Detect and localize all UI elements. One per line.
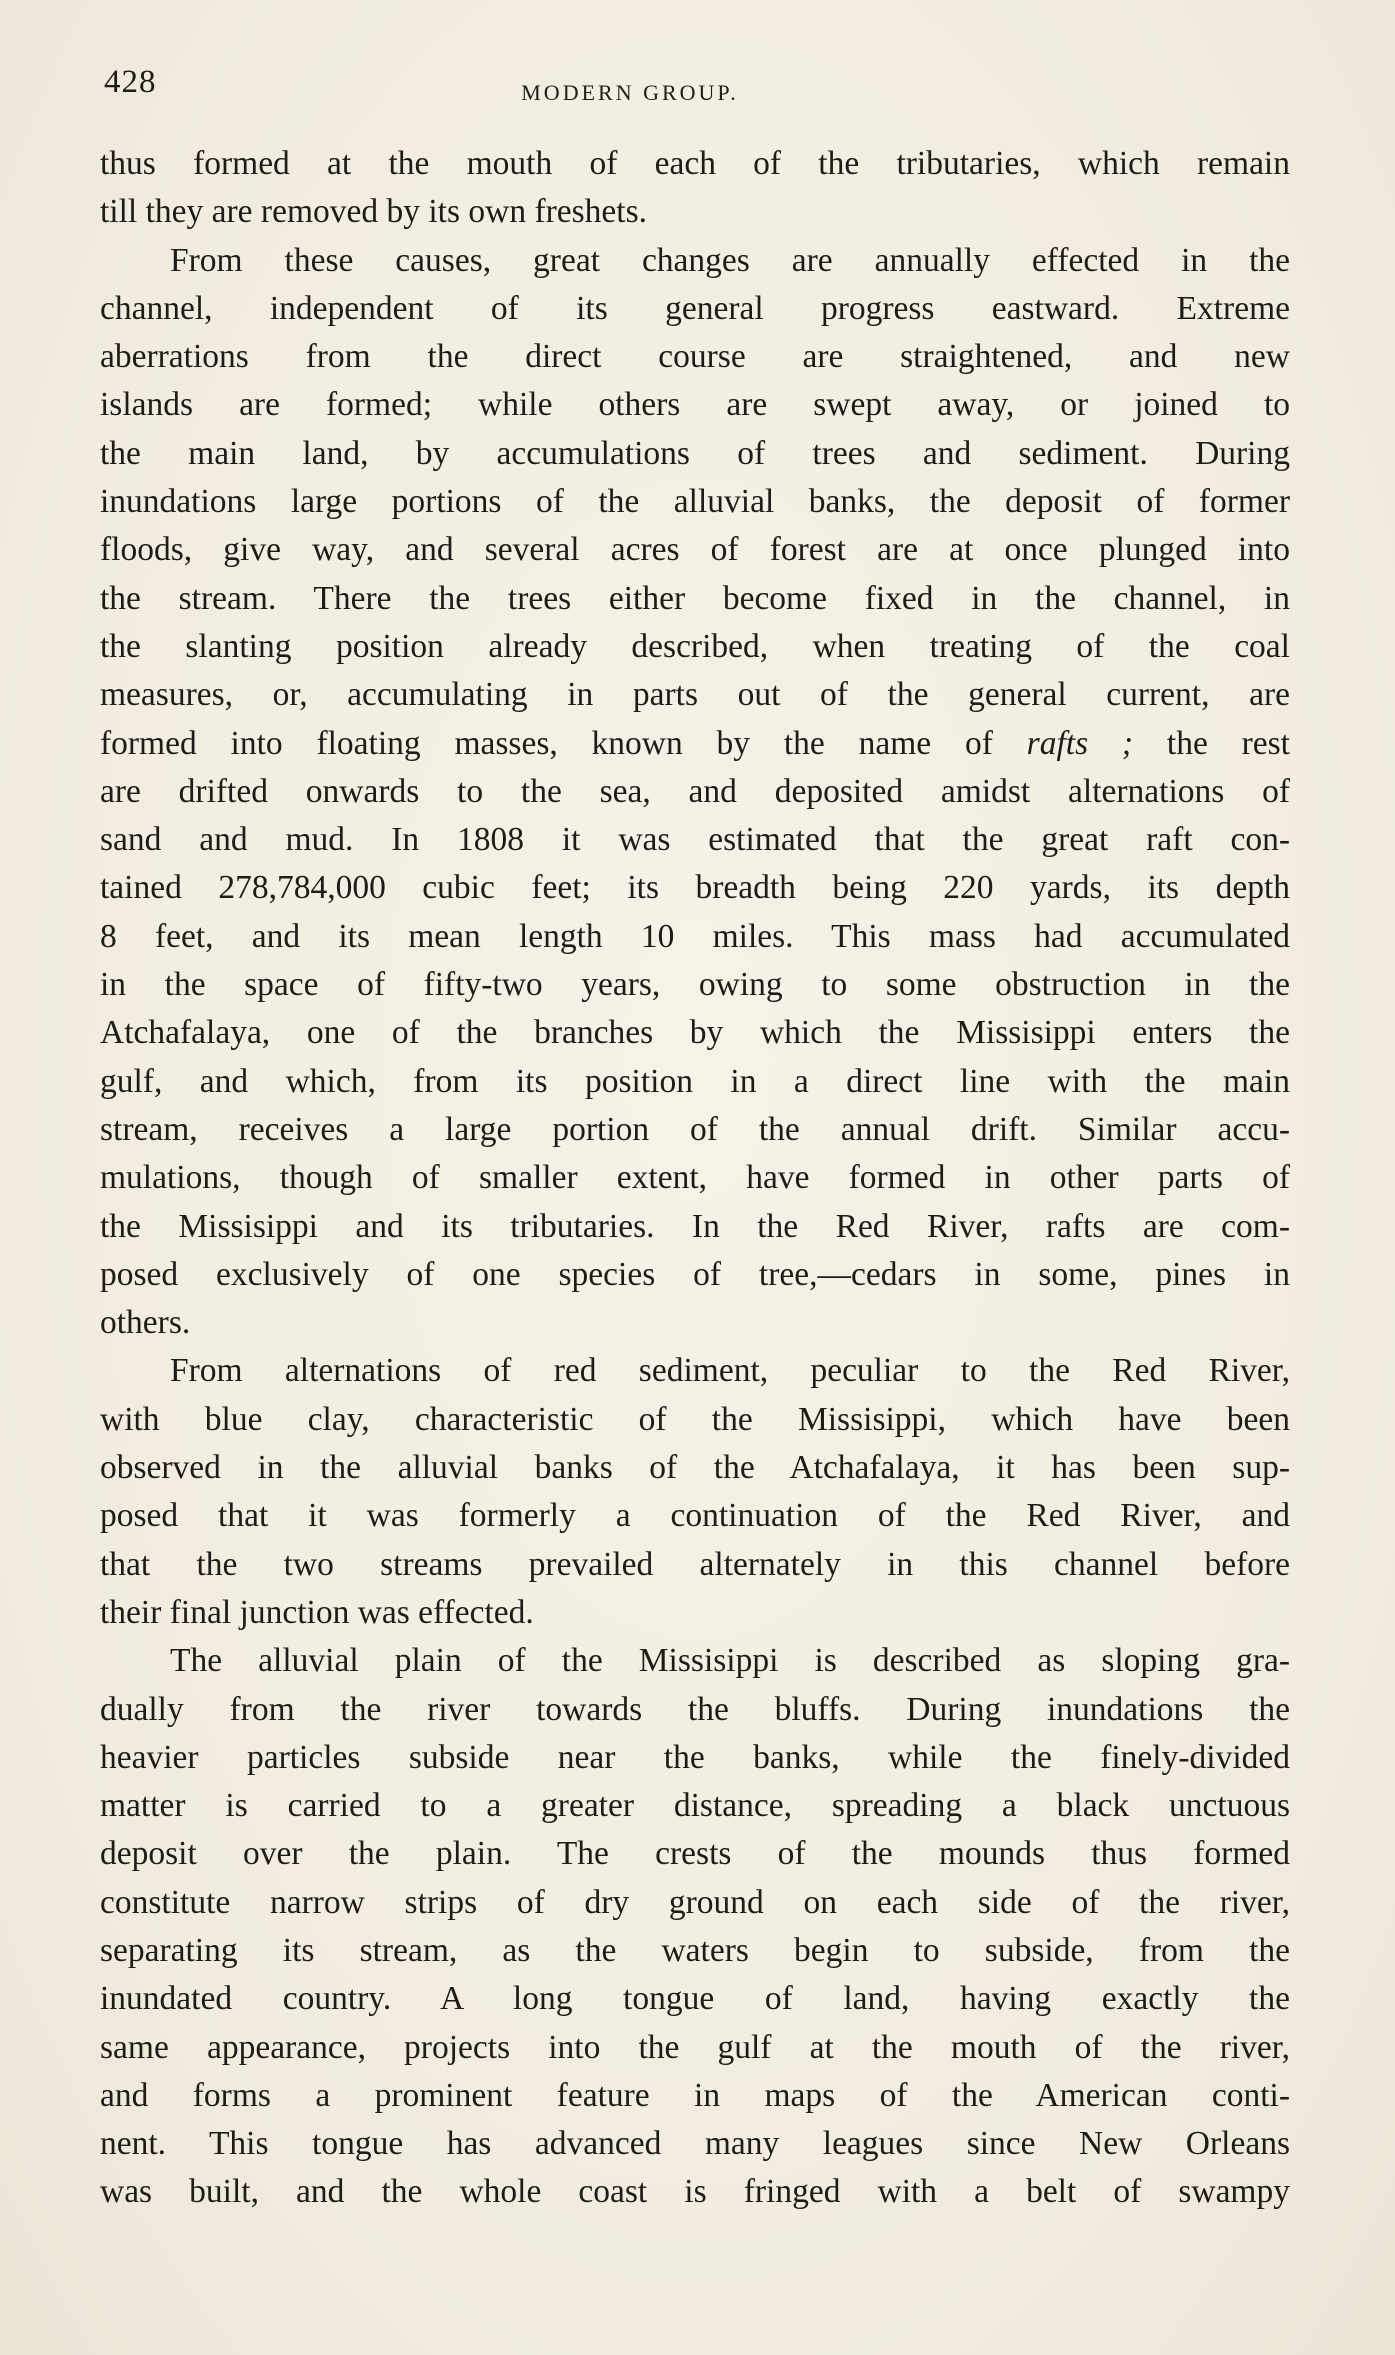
- text-line: Atchafalaya, one of the branches by which the Missisippi enters the: [100, 1014, 1290, 1052]
- text-line: the stream. There the trees either become fixed in the channel, in: [100, 579, 1290, 617]
- text-line: the slanting position already described, when treating of the coal: [100, 627, 1290, 665]
- text-line: inundations large portions of the alluvial banks, the deposit of former: [100, 483, 1290, 521]
- text-line: that the two streams prevailed alternately in this channel before: [100, 1545, 1290, 1583]
- text-line: matter is carried to a greater distance, spreading a black unctuous: [100, 1787, 1290, 1825]
- text-line: From alternations of red sediment, peculiar to the Red River,: [170, 1352, 1290, 1390]
- running-head: MODERN GROUP.: [521, 80, 739, 105]
- text-line: heavier particles subside near the banks, while the finely-divided: [100, 1738, 1290, 1776]
- text-line: aberrations from the direct course are straightened, and new: [100, 338, 1290, 376]
- text-line: dually from the river towards the bluffs. During inundations the: [100, 1690, 1290, 1728]
- italic-term-rafts: rafts ;: [1026, 724, 1134, 762]
- text-line: The alluvial plain of the Missisippi is described as sloping gra-: [170, 1642, 1290, 1680]
- text-line: are drifted onwards to the sea, and deposited amidst alternations of: [100, 772, 1290, 810]
- text-line: From these causes, great changes are annually effected in the: [170, 241, 1290, 279]
- text-line: measures, or, accumulating in parts out of the general current, are: [100, 676, 1290, 714]
- text-line: deposit over the plain. The crests of the mounds thus formed: [100, 1835, 1290, 1873]
- text-line: stream, receives a large portion of the annual drift. Similar accu-: [100, 1110, 1290, 1148]
- page-header: [100, 60, 1295, 120]
- text-line: with blue clay, characteristic of the Missisippi, which have been: [100, 1400, 1290, 1438]
- text-line: 8 feet, and its mean length 10 miles. This mass had accumulated: [100, 917, 1290, 955]
- text-line: the Missisippi and its tributaries. In the Red River, rafts are com-: [100, 1207, 1290, 1245]
- text-line: nent. This tongue has advanced many leagues since New Orleans: [100, 2125, 1290, 2163]
- text-segment: the rest: [1166, 724, 1290, 762]
- text-line: floods, give way, and several acres of forest are at once plunged into: [100, 531, 1290, 569]
- text-line: thus formed at the mouth of each of the tributaries, which remain: [100, 145, 1290, 182]
- body-text: [100, 140, 1290, 2217]
- text-line: gulf, and which, from its position in a direct line with the main: [100, 1062, 1290, 1100]
- text-line: constitute narrow strips of dry ground on each side of the river,: [100, 1883, 1290, 1921]
- text-line: tained 278,784,000 cubic feet; its breadth being 220 yards, its depth: [100, 869, 1290, 907]
- text-line: same appearance, projects into the gulf at the mouth of the river,: [100, 2028, 1290, 2066]
- text-line: mulations, though of smaller extent, have formed in other parts of: [100, 1159, 1290, 1197]
- text-line: islands are formed; while others are swept away, or joined to: [100, 386, 1290, 424]
- text-line: observed in the alluvial banks of the Atchafalaya, it has been sup-: [100, 1449, 1290, 1487]
- text-line: was built, and the whole coast is fringed with a belt of swampy: [100, 2173, 1290, 2211]
- text-line: posed exclusively of one species of tree,—cedars in some, pines in: [100, 1255, 1290, 1293]
- page-number: 428: [104, 64, 157, 100]
- text-line: their final junction was effected.: [100, 1593, 534, 1631]
- text-segment: formed into floating masses, known by the name of: [100, 724, 993, 762]
- text-line: and forms a prominent feature in maps of the American conti-: [100, 2076, 1290, 2114]
- text-line-with-italic: [100, 720, 1290, 768]
- text-line: others.: [100, 1304, 191, 1342]
- text-line: the main land, by accumulations of trees and sediment. During: [100, 434, 1290, 472]
- text-line: channel, independent of its general progress eastward. Extreme: [100, 289, 1290, 327]
- text-line: separating its stream, as the waters begin to subside, from the: [100, 1931, 1290, 1969]
- text-line: in the space of fifty-two years, owing to some obstruction in the: [100, 966, 1290, 1004]
- text-line: sand and mud. In 1808 it was estimated that the great raft con-: [100, 821, 1290, 859]
- text-line: till they are removed by its own freshets.: [100, 193, 648, 231]
- text-line: inundated country. A long tongue of land, having exactly the: [100, 1980, 1290, 2018]
- text-line: posed that it was formerly a continuation of the Red River, and: [100, 1497, 1290, 1535]
